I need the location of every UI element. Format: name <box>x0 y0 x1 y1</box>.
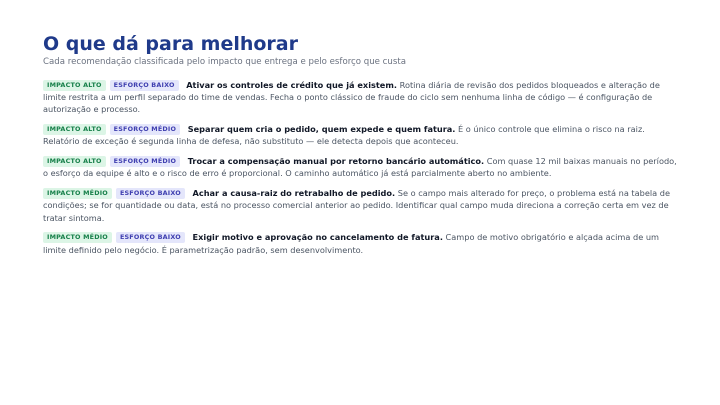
recommendation-item <box>43 231 677 255</box>
impact-badge: IMPACTO MÉDIO <box>43 188 112 199</box>
recommendation-body: Se o campo mais alterado for preço, o problema está na tabela de condições; se for quantidade ou data, está no processo comercial anterior ao pedido. Identificar qual campo muda direciona a correção certa em vez de tratar sintoma. <box>43 188 671 223</box>
recommendation-list <box>43 79 677 256</box>
recommendation-body: Campo de motivo obrigatório e alçada acima de um limite definido pelo negócio. É parametrização padrão, sem desenvolvimento. <box>43 232 660 255</box>
effort-badge: ESFORÇO BAIXO <box>116 232 185 243</box>
recommendation-lead: Ativar os controles de crédito que já existem. <box>186 80 398 90</box>
page-title: O que dá para melhorar <box>43 33 298 55</box>
recommendations-page <box>43 33 677 263</box>
recommendation-item <box>43 155 677 179</box>
page-subtitle: Cada recomendação classificada pelo impacto que entrega e pelo esforço que custa <box>43 57 406 67</box>
recommendation-lead: Exigir motivo e aprovação no cancelamento de fatura. <box>192 232 443 243</box>
recommendation-lead: Separar quem cria o pedido, quem expede e quem fatura. <box>187 124 456 135</box>
recommendation-item <box>43 79 677 116</box>
recommendation-body: Com quase 12 mil baixas manuais no período, o esforço da equipe é alto e o risco de erro é proporcional. O caminho automático já está parcialmente aberto no ambiente. <box>43 156 677 179</box>
impact-badge: IMPACTO ALTO <box>43 80 106 91</box>
impact-badge: IMPACTO ALTO <box>43 156 106 167</box>
recommendation-body: Rotina diária de revisão dos pedidos bloqueados e alteração de limite restrita a um perfil separado do time de vendas. Fecha o ponto clássico de fraude do ciclo sem nenhuma linha de código — é configuração de autorização e processo. <box>43 80 660 115</box>
impact-badge: IMPACTO ALTO <box>43 124 106 135</box>
effort-badge: ESFORÇO MÉDIO <box>110 124 180 135</box>
effort-badge: ESFORÇO MÉDIO <box>110 156 180 167</box>
impact-badge: IMPACTO MÉDIO <box>43 232 112 243</box>
recommendation-item <box>43 123 677 147</box>
recommendation-lead: Achar a causa-raiz do retrabalho de pedido. <box>192 188 396 199</box>
effort-badge: ESFORÇO BAIXO <box>116 188 185 199</box>
recommendation-body: É o único controle que elimina o risco na raiz. Relatório de exceção é segunda linha de defesa, não substituto — ele detecta depois que aconteceu. <box>43 124 645 147</box>
recommendation-lead: Trocar a compensação manual por retorno bancário automático. <box>187 156 485 167</box>
effort-badge: ESFORÇO BAIXO <box>110 80 179 91</box>
recommendation-item <box>43 187 677 224</box>
